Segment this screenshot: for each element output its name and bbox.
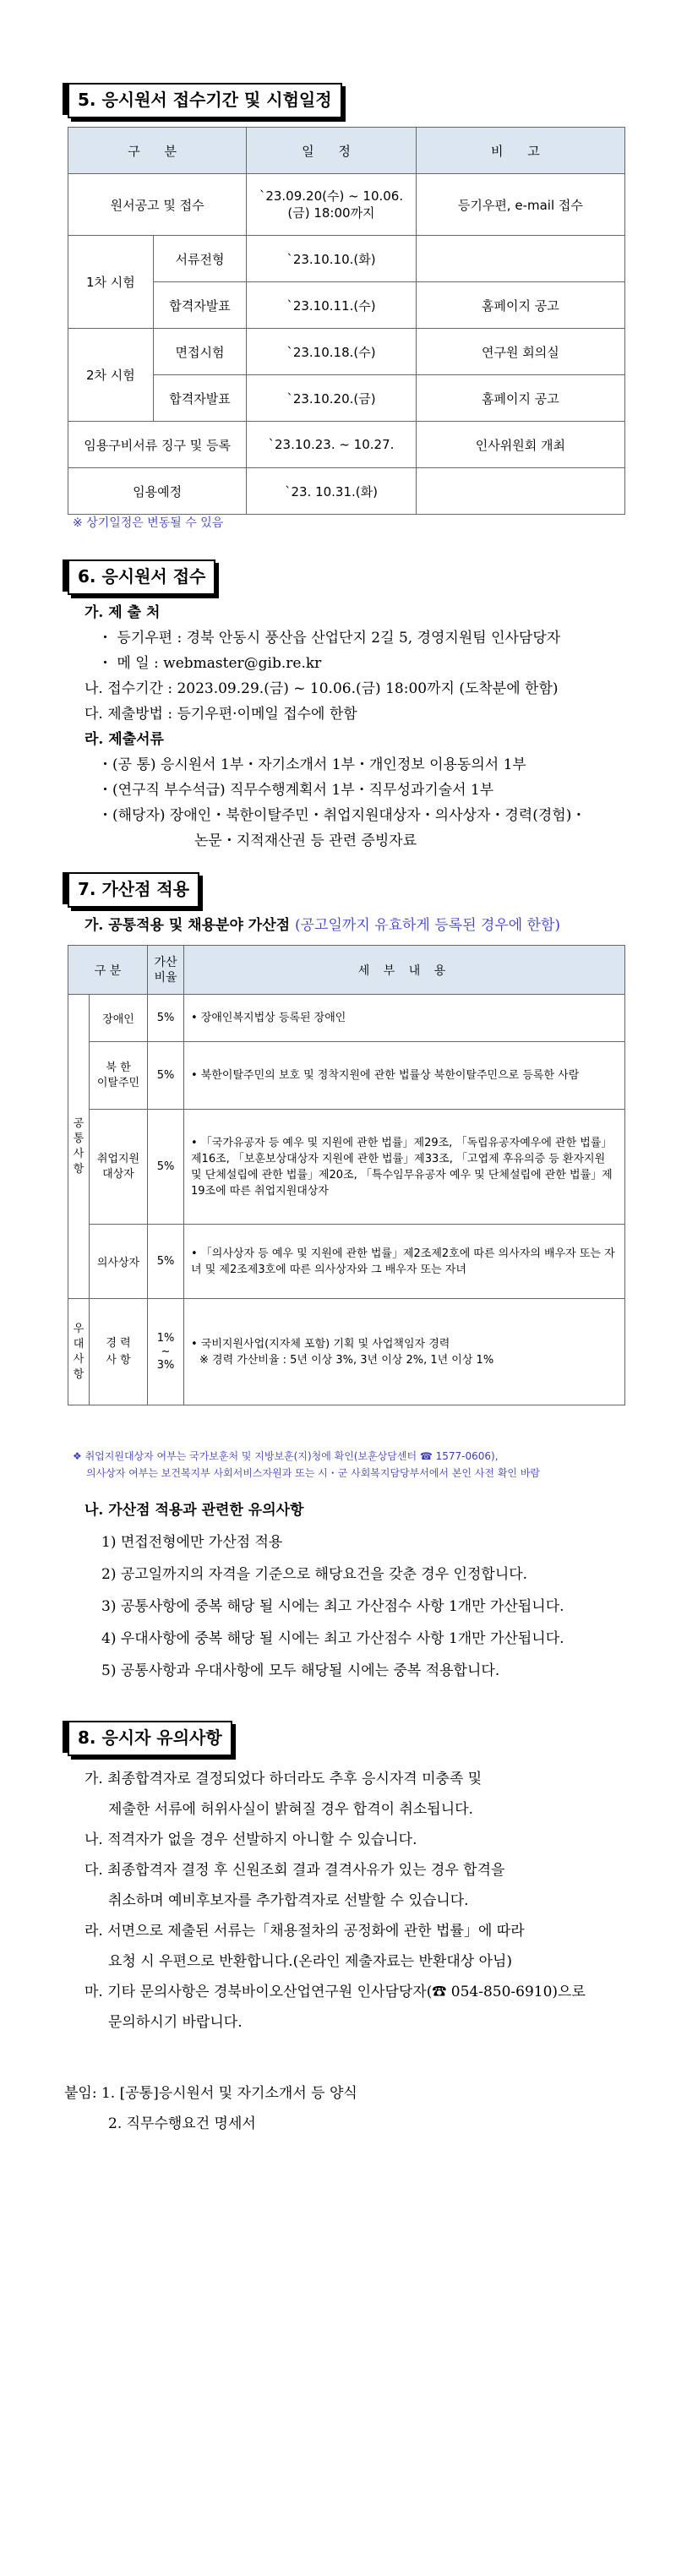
bonus-disabled-cat: 장애인 [90,995,148,1042]
row-announce-note: 등기우편, e-mail 접수 [416,174,624,236]
schedule-header-note: 비 고 [416,128,624,174]
bonus-career-rate: 1% ~ 3% [148,1299,184,1405]
sec6-applicable2: 논문・지적재산권 등 관련 증빙자료 [194,832,417,849]
sec6-na: 나. 접수기간 : 2023.09.29.(금) ~ 10.06.(금) 18:00까지 (도착분에 한함) [84,680,559,697]
sec8-ma1: 마. 기타 문의사항은 경북바이오산업연구원 인사담당자(☎ 054-850-6910)으로 [84,1984,586,2000]
sec7-item-3: 3) 공통사항에 중복 해당 될 시에는 최고 가산점수 사항 1개만 가산됩니다. [101,1598,564,1615]
row-first-pass: 합격자발표 [153,282,246,329]
sec7-item-5: 5) 공통사항과 우대사항에 모두 해당될 시에는 중복 적용합니다. [101,1662,500,1679]
sec6-email: ・ 메 일 : webmaster@gib.re.kr [98,655,322,672]
bonus-nk-cat: 북 한 이탈주민 [90,1042,148,1110]
schedule-header-category: 구 분 [68,128,247,174]
bonus-header-category: 구 분 [68,946,148,995]
sec8-da1: 다. 최종합격자 결정 후 신원조회 결과 결격사유가 있는 경우 합격을 [84,1862,505,1879]
row-docs-label: 임용구비서류 징구 및 등록 [68,422,247,468]
bonus-disabled-detail: • 장애인복지법상 등록된 장애인 [184,995,625,1042]
bonus-header-detail: 세 부 내 용 [184,946,625,995]
sec7-item-1: 1) 면접전형에만 가산점 적용 [101,1534,283,1551]
sec8-ga1: 가. 최종합격자로 결정되었다 하더라도 추후 응시자격 미충족 및 [84,1771,482,1787]
bonus-table [68,945,625,1405]
schedule-header-date: 일 정 [247,128,417,174]
row-first-label: 1차 시험 [68,236,154,329]
sec8-da2: 취소하며 예비후보자를 추가합격자로 선발할 수 있습니다. [108,1892,469,1909]
bonus-hero-rate: 5% [148,1225,184,1299]
sec7-item-4: 4) 우대사항에 중복 해당 될 시에는 최고 가산점수 사항 1개만 가산됩니다. [101,1630,564,1647]
sec6-da: 다. 제출방법 : 등기우편·이메일 접수에 한함 [84,706,357,723]
bonus-hero-detail: • 「의사상자 등 예우 및 지원에 관한 법률」제2조제2호에 따른 의사자의 배우자 또는 자녀 및 제2조제3호에 따른 의사상자와 그 배우자 또는 자녀 [184,1225,625,1299]
sec6-common: ・(공 통) 응시원서 1부・자기소개서 1부・개인정보 이용동의서 1부 [98,756,526,773]
row-first-doc-note [416,236,624,282]
row-announce-label: 원서공고 및 접수 [68,174,247,236]
sec7-ga-prefix: 가. 공통적용 및 채용분야 가산점 [84,917,295,934]
row-appoint-note [416,468,624,515]
row-docs-date: `23.10.23. ~ 10.27. [247,422,417,468]
schedule-footnote: ※ 상기일정은 변동될 수 있음 [73,516,224,530]
section-5-title: 5. 응시원서 접수기간 및 시험일정 [68,83,342,118]
sec8-ra1: 라. 서면으로 제출된 서류는「채용절차의 공정화에 관한 법률」에 따라 [84,1923,525,1940]
row-docs-note: 인사위원회 개최 [416,422,624,468]
bonus-header-rate: 가산 비율 [148,946,184,995]
bonus-career-detail-cell [184,1299,625,1405]
sec8-ra2: 요청 시 우편으로 반환합니다.(온라인 제출자료는 반환대상 아님) [108,1953,513,1970]
sec8-na: 나. 적격자가 없을 경우 선발하지 아니할 수 있습니다. [84,1831,417,1848]
sec6-ga: 가. 제 출 처 [84,604,161,621]
sec7-na: 나. 가산점 적용과 관련한 유의사항 [84,1502,304,1519]
row-first-doc: 서류전형 [153,236,246,282]
row-appoint-label: 임용예정 [68,468,247,515]
row-first-doc-date: `23.10.10.(화) [247,236,417,282]
bonus-note2: 의사상자 여부는 보건복지부 사회서비스자원과 또는 시・군 사회복지담당부서에서 본인 사전 확인 바람 [86,1467,541,1479]
sec8-ma2: 문의하시기 바랍니다. [108,2014,243,2031]
sec7-item-2: 2) 공고일까지의 자격을 기준으로 해당요건을 갖춘 경우 인정합니다. [101,1566,528,1583]
sec6-applicable: ・(해당자) 장애인・북한이탈주민・취업지원대상자・의사상자・경력(경험)・ [98,807,586,824]
sec6-research: ・(연구직 부수석급) 직무수행계획서 1부・직무성과기술서 1부 [98,782,494,799]
sec6-ra: 라. 제출서류 [84,731,164,748]
row-second-pass: 합격자발표 [153,375,246,422]
bonus-career-cat: 경 력 사 항 [90,1299,148,1405]
row-second-iv-note: 연구원 회의실 [416,329,624,375]
row-first-pass-date: `23.10.11.(수) [247,282,417,329]
bonus-pref-group: 우 대 사 항 [68,1299,90,1405]
row-second-iv: 면접시험 [153,329,246,375]
sec7-ga-highlight: (공고일까지 유효하게 등록된 경우에 한함) [295,917,561,934]
schedule-table [68,127,625,515]
bonus-employ-detail: • 「국가유공자 등 예우 및 지원에 관한 법률」제29조, 「독립유공자예우에 관한 법률」제16조, 「보훈보상대상자 지원에 관한 법률」제33조, 「고엽제 후유의증 등 환자지원 및 단체설립에 관한 법률」제20조, 「특수임무유공자 예우 및 단체설립에 관한 법률」제19조에 따른 취업지원대상자 [184,1110,625,1225]
bonus-disabled-rate: 5% [148,995,184,1042]
section-6-title: 6. 응시원서 접수 [68,559,215,595]
section-7-title: 7. 가산점 적용 [68,872,199,908]
row-announce-date: `23.09.20(수) ~ 10.06.(금) 18:00까지 [247,174,417,236]
bonus-nk-rate: 5% [148,1042,184,1110]
bonus-note1: ❖ 취업지원대상자 여부는 국가보훈처 및 지방보훈(지)청에 확인(보훈상담센터 ☎ 1577-0606), [73,1450,499,1462]
attach-line1: 붙임: 1. [공통]응시원서 및 자기소개서 등 양식 [64,2085,357,2102]
row-second-label: 2차 시험 [68,329,154,422]
row-first-pass-note: 홈페이지 공고 [416,282,624,329]
bonus-employ-rate: 5% [148,1110,184,1225]
sec6-mail: ・ 등기우편 : 경북 안동시 풍산읍 산업단지 2길 5, 경영지원팀 인사담당자 [98,630,561,647]
bonus-employ-cat: 취업지원 대상자 [90,1110,148,1225]
row-second-pass-note: 홈페이지 공고 [416,375,624,422]
row-appoint-date: `23. 10.31.(화) [247,468,417,515]
row-second-iv-date: `23.10.18.(수) [247,329,417,375]
bonus-hero-cat: 의사상자 [90,1225,148,1299]
bonus-nk-detail: • 북한이탈주민의 보호 및 정착지원에 관한 법률상 북한이탈주민으로 등록한 사람 [184,1042,625,1110]
bonus-common-group: 공 통 사 항 [68,995,90,1299]
sec7-ga [84,914,560,936]
row-second-pass-date: `23.10.20.(금) [247,375,417,422]
attach-line2: 2. 직무수행요건 명세서 [108,2115,256,2132]
bonus-career-detail2: ※ 경력 가산비율 : 5년 이상 3%, 3년 이상 2%, 1년 이상 1% [199,1353,494,1367]
sec8-ga2: 제출한 서류에 허위사실이 밝혀질 경우 합격이 취소됩니다. [108,1801,473,1818]
bonus-career-detail: • 국비지원사업(지자체 포함) 기획 및 사업책임자 경력 [191,1337,450,1351]
section-8-title: 8. 응시자 유의사항 [68,1721,232,1756]
